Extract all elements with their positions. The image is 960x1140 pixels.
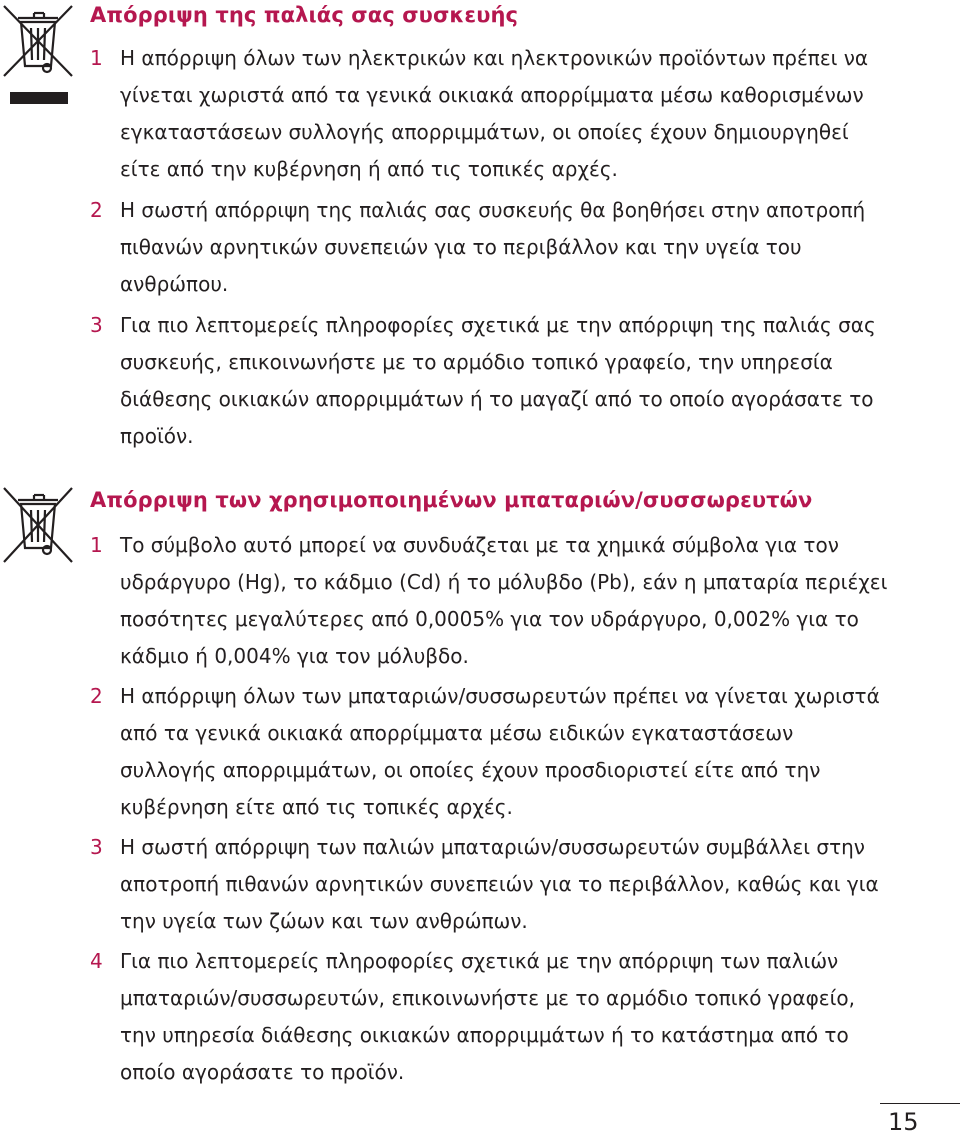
item-text: Για πιο λεπτομερείς πληροφορίες σχετικά με την απόρριψη των παλιών μπαταριών/συσσωρευτών, επικοινωνήστε με το αρμόδιο τοπικό γραφείο, την υπηρεσία διάθεσης οικιακών απορριμμάτων ή το κατάστημα από το οποίο αγοράσατε το προϊόν. bbox=[120, 949, 855, 1084]
item-text: Η σωστή απόρριψη των παλιών μπαταριών/συσσωρευτών συμβάλλει στην αποτροπή πιθανών αρνητικών συνεπειών για το περιβάλλον, καθώς και για την υγεία των ζώων και των ανθρώπων. bbox=[120, 835, 879, 933]
item-number: 1 bbox=[90, 46, 103, 70]
item-number: 2 bbox=[90, 684, 103, 708]
item-text: Η απόρριψη όλων των μπαταριών/συσσωρευτών πρέπει να γίνεται χωριστά από τα γενικά οικιακά απορρίμματα μέσω ειδικών εγκαταστάσεων συλλογής απορριμμάτων, οι οποίες έχουν προσδιοριστεί είτε από την κυβέρνηση είτε από τις τοπικές αρχές. bbox=[120, 684, 880, 819]
list-item bbox=[90, 192, 880, 303]
item-text: Η σωστή απόρριψη της παλιάς σας συσκευής θα βοηθήσει στην αποτροπή πιθανών αρνητικών συνεπειών για το περιβάλλον και την υγεία του ανθρώπου. bbox=[120, 198, 866, 296]
item-number: 4 bbox=[90, 949, 103, 973]
item-number: 3 bbox=[90, 313, 103, 337]
crossed-out-wheelie-bin-icon bbox=[0, 2, 78, 110]
item-number: 1 bbox=[90, 533, 103, 557]
item-number: 3 bbox=[90, 835, 103, 859]
section-old-appliance-disposal bbox=[0, 0, 960, 460]
page-number-rule bbox=[880, 1103, 960, 1104]
item-text: Η απόρριψη όλων των ηλεκτρικών και ηλεκτρονικών προϊόντων πρέπει να γίνεται χωριστά από τα γενικά οικιακά απορρίμματα μέσω καθορισμένων εγκαταστάσεων συλλογής απορριμμάτων, οι οποίες έχουν δημιουργηθεί είτε από την κυβέρνηση ή από τις τοπικές αρχές. bbox=[120, 46, 869, 181]
list-item bbox=[90, 829, 880, 940]
page-number: 15 bbox=[888, 1108, 919, 1136]
section-battery-disposal bbox=[0, 480, 960, 1100]
item-number: 2 bbox=[90, 198, 103, 222]
list-item bbox=[90, 678, 880, 826]
section-title: Απόρριψη της παλιάς σας συσκευής bbox=[90, 3, 519, 27]
item-text: Το σύμβολο αυτό μπορεί να συνδυάζεται με τα χημικά σύμβολα για τον υδράργυρο (Hg), το κάδμιο (Cd) ή το μόλυβδο (Pb), εάν η μπαταρία περιέχει ποσότητες μεγαλύτερες από 0,0005% για τον υδράργυρο, 0,002% για το κάδμιο ή 0,004% για τον μόλυβδο. bbox=[120, 533, 888, 668]
list-item bbox=[90, 40, 880, 188]
list-item bbox=[90, 527, 888, 675]
list-item bbox=[90, 943, 880, 1091]
section-title: Απόρριψη των χρησιμοποιημένων μπαταριών/συσσωρευτών bbox=[90, 488, 813, 512]
crossed-out-wheelie-bin-icon bbox=[0, 484, 78, 572]
list-item bbox=[90, 307, 880, 455]
item-text: Για πιο λεπτομερείς πληροφορίες σχετικά με την απόρριψη της παλιάς σας συσκευής, επικοινωνήστε με το αρμόδιο τοπικό γραφείο, την υπηρεσία διάθεσης οικιακών απορριμμάτων ή το μαγαζί από το οποίο αγοράσατε το προϊόν. bbox=[120, 313, 876, 448]
